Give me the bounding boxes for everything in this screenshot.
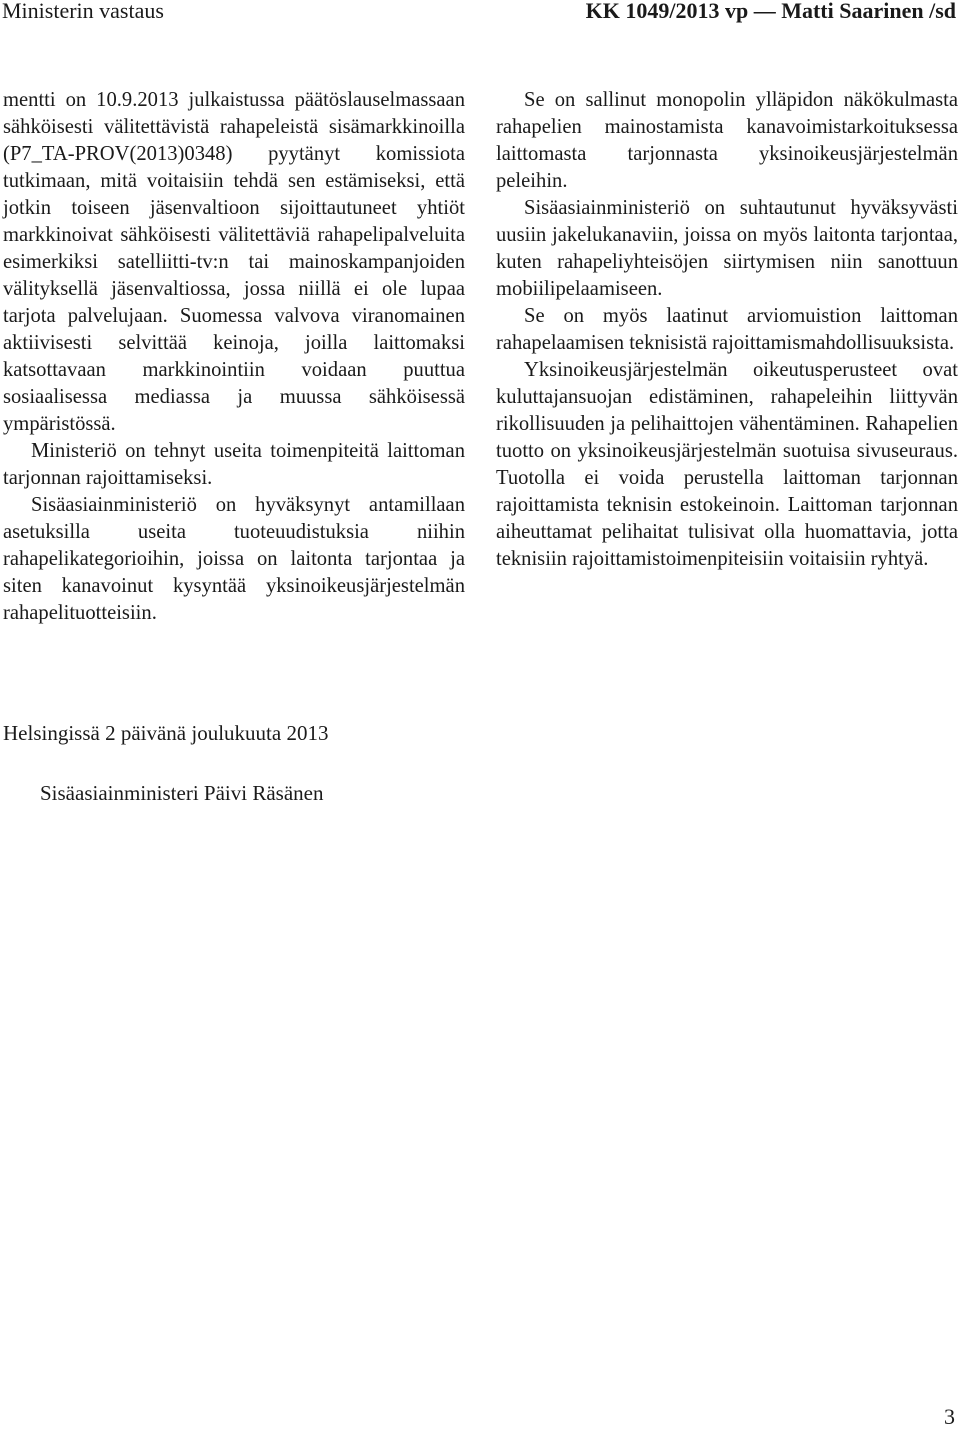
- left-column: [3, 87, 465, 627]
- right-column: [496, 87, 958, 573]
- page-number: 3: [944, 1404, 955, 1429]
- signature-minister-name: Sisäasiainministeri Päivi Räsänen: [40, 781, 324, 805]
- signature-place-date: Helsingissä 2 päivänä joulukuuta 2013: [3, 721, 329, 745]
- right-paragraph-1: Se on sallinut monopolin ylläpidon näkökulmasta rahapelien mainostamista kanavoimistarkoituksessa laittomasta tarjonnasta yksinoikeusjärjestelmän peleihin.: [496, 89, 958, 192]
- header-document-reference: KK 1049/2013 vp — Matti Saarinen /sd: [585, 0, 956, 23]
- left-paragraph-2: Ministeriö on tehnyt useita toimenpiteitä laittoman tarjonnan rajoittamiseksi.: [3, 440, 465, 489]
- right-paragraph-4: Yksinoikeusjärjestelmän oikeutusperusteet ovat kuluttajansuojan edistäminen, rahapeleihin liittyvän rikollisuuden ja pelihaittojen vähentäminen. Rahapelien tuotto on yksinoikeusjärjestelmän suotuisa sivuseuraus. Tuotolla ei voida perustella laittoman tarjonnan rajoittamista teknisin estokeinoin. Laittoman tarjonnan aiheuttamat pelihaitat tulisivat olla huomattavia, jotta teknisiin rajoittamistoimenpiteisiin voitaisiin ryhtyä.: [496, 359, 958, 570]
- left-paragraph-1: mentti on 10.9.2013 julkaistussa päätöslauselmassaan sähköisesti välitettävistä rahapeleistä sisämarkkinoilla (P7_TA-PROV(2013)0348) pyytänyt komissiota tutkimaan, mitä voitaisiin tehdä sen estämiseksi, että jotkin toiseen jäsenvaltioon sijoittautuneet yhtiöt markkinoivat sähköisesti välitettäviä rahapelipalveluita esimerkiksi satelliitti-tv:n tai mainoskampanjoiden välityksellä jäsenvaltiossa, jossa niillä ei ole lupaa tarjota palvelujaan. Suomessa valvova viranomainen aktiivisesti selvittää keinoja, joilla laittomaksi katsottavaan markkinointiin voidaan puuttua sosiaalisessa mediassa ja muussa sähköisessä ympäristössä.: [3, 89, 465, 435]
- left-paragraph-3: Sisäasiainministeriö on hyväksynyt antamillaan asetuksilla useita tuoteuudistuksia niihin rahapelikategorioihin, joissa on laitonta tarjontaa ja siten kanavoinut kysyntää yksinoikeusjärjestelmän rahapelituotteisiin.: [3, 494, 465, 624]
- right-paragraph-3: Se on myös laatinut arviomuistion laittoman rahapelaamisen teknisistä rajoittamismahdollisuuksista.: [496, 305, 958, 354]
- header-document-type: Ministerin vastaus: [2, 0, 164, 23]
- right-paragraph-2: Sisäasiainministeriö on suhtautunut hyväksyvästi uusiin jakelukanaviin, joissa on myös laitonta tarjontaa, kuten rahapeliyhteisöjen siirtymisen niin sanottuun mobiilipelaamiseen.: [496, 197, 958, 300]
